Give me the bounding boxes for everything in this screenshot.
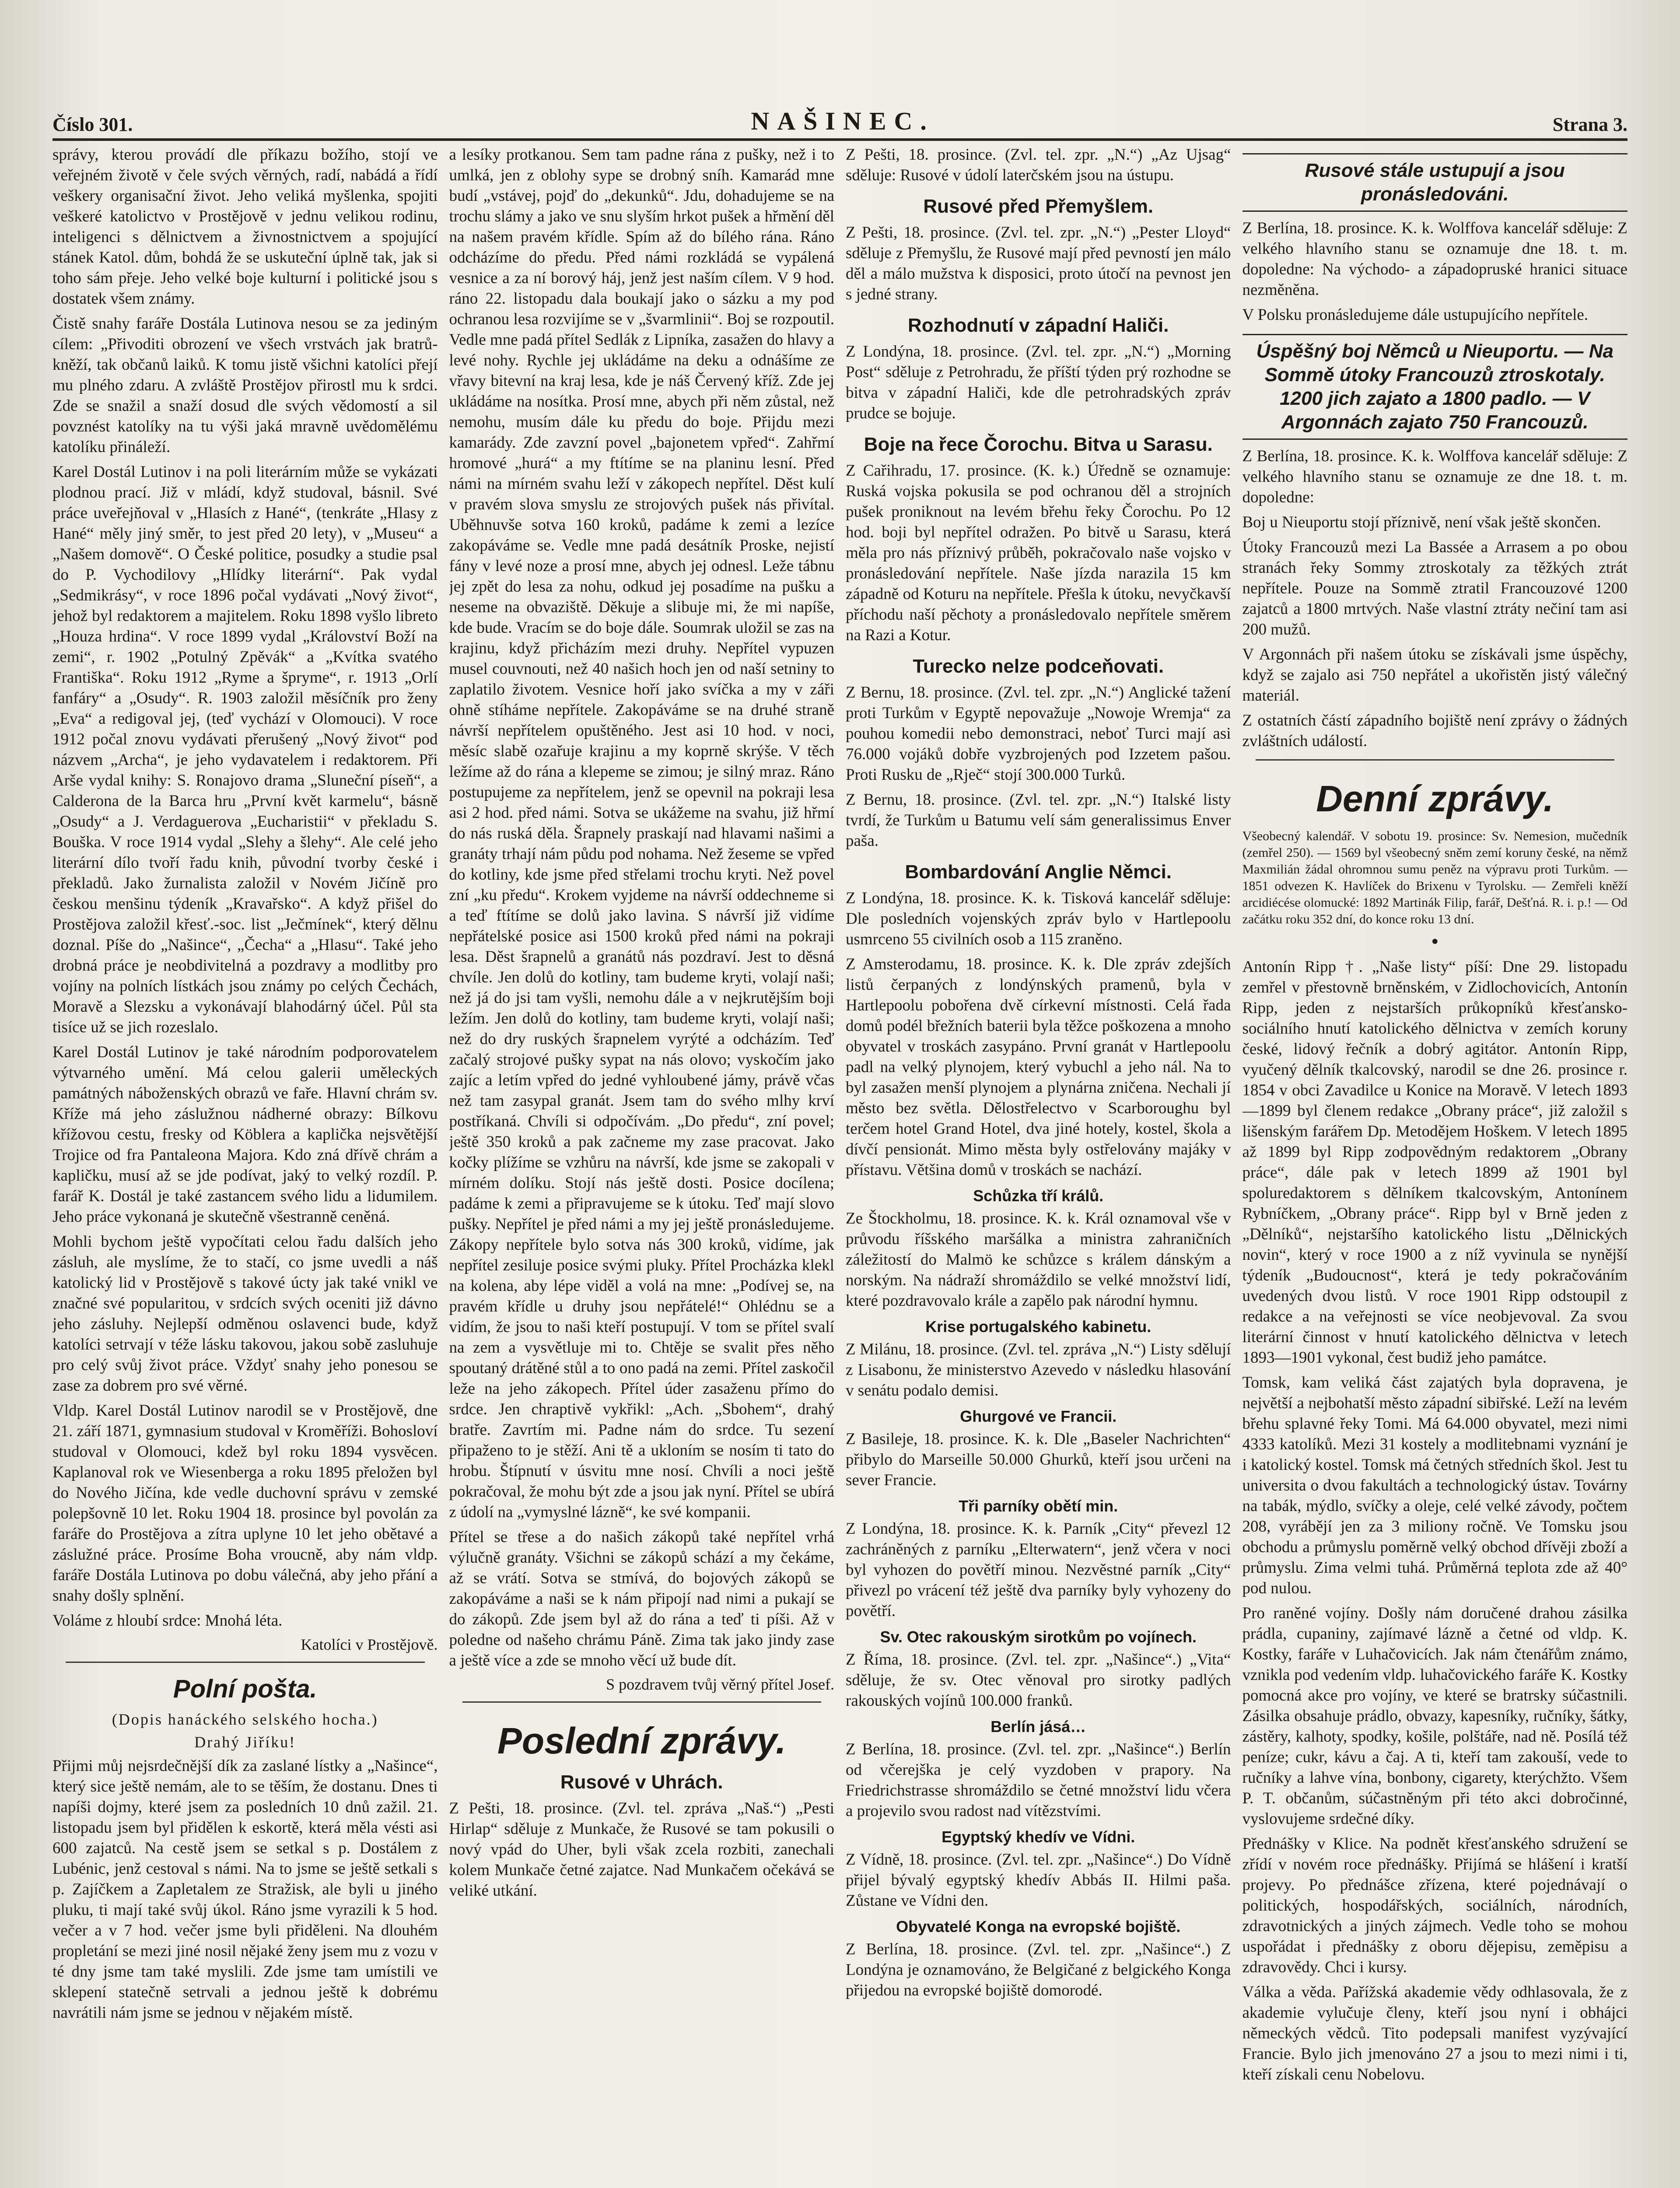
article-paragraph: Válka a věda. Pařížská akademie vědy odhlasovala, že z akademie vylučuje členy, kteří jsou nyní i obhájci německých vědců. Tito podepsali manifest vyzývající Francie. Bylo jich jmenováno 27 a jsou to mezi nimi i ti, kteří získali cenu Nobelovu. bbox=[1242, 1983, 1628, 2083]
article-paragraph: Z Londýna, 18. prosince. (Zvl. tel. zpr. „N.“) „Morning Post“ sděluje z Petrohradu, že příští týden prý rozhodne se bitva v západní Haliči, kde dle petrohradských zpráv prudce se bojuje. bbox=[846, 343, 1231, 422]
section-heading: Polní pošta. bbox=[173, 1675, 317, 1703]
column-4 bbox=[1242, 144, 1628, 2188]
article-heading: Schůzka tří králů. bbox=[973, 1187, 1104, 1205]
article-paragraph: Přednášky v Klice. Na podnět křesťanského sdružení se zřídí v novém roce přednášky. Přijímá se hlášení i kratší projevy. Po přednášce zřízena, které pojednávají o politických, hospodářských, sociálních, národních, zdravotnických a jiných zájmech. Vedle toho se mohou uspořádat i přednášky z oboru dějepisu, zeměpisu a zdravovědy. Chci i kursy. bbox=[1242, 1835, 1628, 1976]
article-heading: Rusové stále ustupují a jsou pronásledováni. bbox=[1242, 153, 1628, 212]
issue-number: Číslo 301. bbox=[52, 114, 133, 135]
article-paragraph: Z Pešti, 18. prosince. (Zvl. tel. zpr. „N.“) „Az Ujsag“ sděluje: Rusové v údolí laterčském jsou na ústupu. bbox=[846, 146, 1231, 184]
article-heading: Boje na řece Čorochu. Bitva u Sarasu. bbox=[864, 434, 1213, 455]
article-paragraph: Z Pešti, 18. prosince. (Zvl. tel. zpráva „Naš.“) „Pesti Hirlap“ sděluje z Munkače, že Rusové se tam pokusili o nový vpád do Uher, byli však zcela rozbiti, zanechali kolem Munkače četné zajatce. Nad Munkačem očekává se veliké utkání. bbox=[449, 1799, 834, 1900]
article-paragraph: Z Londýna, 18. prosince. K. k. Tisková kancelář sděluje: Dle posledních vojenských zpráv bylo v Hartlepoolu usmrceno 55 civilních osob a 115 zraněno. bbox=[846, 889, 1231, 948]
article-heading: Rozhodnutí v západní Haliči. bbox=[908, 315, 1169, 336]
article-paragraph: Ze Štockholmu, 18. prosince. K. k. Král oznamoval vše v průvodu říšského maršálka a ministra zahraničních záležitostí do Malmö ke schůzce s králem dánským a norským. Na nádraží shromáždilo se velké množství lidí, které pozdravovalo krále a zapělo pak národní hymnu. bbox=[846, 1210, 1231, 1310]
article-paragraph: Vldp. Karel Dostál Lutinov narodil se v Prostějově, dne 21. září 1871, gymnasium studoval v Kroměříži. Bohosloví studoval v Olomouci, kdež byl roku 1894 vysvěcen. Kaplanoval rok ve Wiesenberga a roku 1895 přeložen byl do Nového Jičína, kde vedle duchovní správu v zemské polepšovně 10 let. Roku 1904 18. prosince byl povolán za faráře do Prostějova a zítra uplyne 10 let jeho obětavé a záslužné práce. Prosíme Boha vroucně, aby nám vldp. faráře Dostála Lutinova po dobu válečná, aby jeho přání a snahy došly splnění. bbox=[52, 1402, 438, 1605]
closing-line: Voláme z hloubí srdce: Mnohá léta. bbox=[52, 1612, 283, 1630]
article-paragraph: Přítel se třese a do našich zákopů také nepřítel vrhá výlučně granáty. Všichni se zákopů schází a my čekáme, až se vrátí. Sotva se stmívá, do bojových zákopů se zakopáváme a naši se k nám připojí nad nimi a pukají se do zákopů. Zde jsem byl až do rána a teď ti píši. Až v poledne od našeho chrámu Páně. Zima tak jako jindy zase a ještě více a zde se mnoho věcí už bude dít. bbox=[449, 1528, 834, 1669]
article-paragraph: V Polsku pronásledujeme dále ustupujícího nepřítele. bbox=[1242, 306, 1589, 324]
article-paragraph: Pro raněné vojíny. Došly nám doručené drahou zásilka prádla, cupaniny, zajímavé lázně a četné od vldp. K. Kostky, faráře v Luhačovicích. Jak nám čtenářům známo, vznikla pod vedením vldp. luhačovického faráře K. Kostky pomocná akce pro vojíny, ve které se bratrsky súčastnili. Zásilka obsahuje prádlo, obvazy, kapesníky, ručníky, šátky, zástěry, kalhoty, spodky, košile, polštáře, nad ně. Posílá též peníze; cukr, kávu a čaj. A ti, kteří tam zakouší, vede to ručníky a lahve vína, bonbony, cigarety, kterýchžto. Všem P. T. občanům, súčastněným při této akci dobročinné, vyslovujeme srdečné díky. bbox=[1242, 1604, 1628, 1828]
article-paragraph: Z Berlína, 18. prosince. K. k. Wolffova kancelář sděluje: Z velkého hlavního stanu se oznamuje ze dne 18. t. m. dopoledne: bbox=[1242, 447, 1628, 506]
page-number: Strana 3. bbox=[1552, 114, 1628, 135]
bullet-separator: • bbox=[1429, 932, 1440, 952]
article-paragraph: Boj u Nieuportu stojí příznivě, není však ještě skončen. bbox=[1242, 513, 1601, 531]
article-paragraph: Antonín Ripp †. „Naše listy“ píší: Dne 29. listopadu zemřel v přestovně brněnském, v Zidlochovicích, Antonín Ripp, jeden z nejstarších průkopníků křesťansko-sociálního hnutí katolického dělnictva v zemích koruny české, lidový řečník a dobrý agitátor. Antonín Ripp, vyučený dělník tkalcovský, narodil se dne 26. prosince r. 1854 v obci Zavadilce u Konice na Moravě. V letech 1893—1899 byl členem redakce „Obrany práce“, již založil s lišenským farářem Dp. Metodějem Hoškem. V letech 1895 až 1899 byl Ripp zodpovědným redaktorem „Obrany práce“, dále pak v letech 1899 až 1901 byl spoluredaktorem s dělníkem tkalcovským, Antonínem Rybníčkem, „Obrany práce“. Ripp byl v Brně jeden z „Dělníků“, nejstaršího katolického listu „Dělnických novin“, který v roce 1900 a z níž vyvinula se nynější týdeník „Budoucnost“, která je tedy pokračováním uvedených dvou listů. V roce 1901 Ripp odstoupil z redakce a na veřejnosti se více neobjevoval. Za svou literární činnost v hnutí katolického dělnictva v letech 1893—1901 vykonal, čest budiž jeho památce. bbox=[1242, 958, 1628, 1367]
section-heading: Poslední zprávy. bbox=[497, 1720, 786, 1761]
divider bbox=[1256, 759, 1615, 761]
article-paragraph: Z Londýna, 18. prosince. K. k. Parník „City“ převezl 12 zachráněných z parníku „Elterwatern“, jenž včera v noci byl vyhozen do povětří minou. Nezvěstné parník „City“ přivezl po vrácení též ještě dva parníky byly vyhozeny do povětří. bbox=[846, 1520, 1231, 1620]
divider bbox=[462, 1701, 822, 1703]
article-paragraph: Z Bernu, 18. prosince. (Zvl. tel. zpr. „N.“) Anglické tažení proti Turkům v Egyptě nepovažuje „Nowoje Wremja“ za pouhou komedii nebo demonstraci, neboť Turci mají asi 76.000 vojáků dobře vyzbrojených pod Izzetem pašou. Proti Rusku de „Rječ“ stojí 300.000 Turků. bbox=[846, 684, 1231, 784]
column-1 bbox=[52, 144, 438, 2188]
signature: S pozdravem tvůj věrný přítel Josef. bbox=[606, 1676, 834, 1693]
header-rule bbox=[52, 138, 1628, 141]
section-heading: Denní zprávy. bbox=[1316, 778, 1554, 819]
article-paragraph: Čistě snahy faráře Dostála Lutinova nesou se za jediným cílem: „Přivoditi obrození ve všech vrstvách jak bratrů-kněží, tak občanů laiků. K tomu jistě všichni katolíci přejí mu plného zdaru. A zvláště Prostějov přirostl mu k srdci. Zde se snažil a snaží dosud dle svých vědomostí a sil povznést katolíky na tu výši jaká mravně uvědomělému katolíku přináleží. bbox=[52, 315, 438, 456]
article-paragraph: Z ostatních částí západního bojiště není zprávy o žádných zvláštních událostí. bbox=[1242, 712, 1628, 750]
article-paragraph: Z Bernu, 18. prosince. (Zvl. tel. zpr. „N.“) Italské listy tvrdí, že Turkům u Batumu velí sám generalissimus Enver paša. bbox=[846, 791, 1231, 850]
article-heading: Turecko nelze podceňovati. bbox=[913, 656, 1164, 677]
calendar-paragraph: Všeobecný kalendář. V sobotu 19. prosince: Sv. Nemesion, mučedník (zemřel 250). — 1569 byl všeobecný sněm zemí koruny české, na němž Maxmilián žádal ohromnou sumu peněz na výpravu proti Turkům. — 1851 odvezen K. Havlíček do Brixenu v Tyrolsku. — Zemřeli kněží arcidiécése olomucké: 1892 Martinák Filip, farář, Dešťná. R. i. p.! — Od začátku roku 352 dní, do konce roku 13 dní. bbox=[1242, 829, 1628, 926]
article-heading: Úspěšný boj Němců u Nieuportu. — Na Sommě útoky Francouzů ztroskotaly. 1200 jich zajato a 1800 padlo. — V Argonnách zajato 750 Francouzů. bbox=[1242, 334, 1628, 440]
article-paragraph: Z Amsterodamu, 18. prosince. K. k. Dle zpráv zdejších listů čerpaných z londýnských pramenů, byla v Hartlepoolu pobořena dvě církevní místnosti. Celá řada domů podél břežních baterii byla těžce poškozena a mnoho obyvatel v troskách zasypáno. První granát v Hartlepoolu padl na velký plynojem, který vybuchl a jeho nál. Na to byl zasažen menší plynojem a plynárna zničena. Nechali jí město bez světla. Dělostřelectvo v Scarboroughu byl terčem hotel Grand Hotel, dva jiné hotely, kostel, škola a dívčí pensionát. Mimo města byly ostřelovány majáky v přístavu. Většina domů v troskách se nachází. bbox=[846, 955, 1231, 1179]
letter-greeting: Drahý Jiříku! bbox=[194, 1733, 296, 1751]
article-paragraph: Z Berlína, 18. prosince. K. k. Wolffova kancelář sděluje: Z velkého hlavního stanu se oznamuje dne 18. t. m. dopoledne: Na východo- a západopruské hranici situace nezměněna. bbox=[1242, 219, 1628, 299]
signature: Katolíci v Prostějově. bbox=[301, 1636, 438, 1653]
article-paragraph: Z Pešti, 18. prosince. (Zvl. tel. zpr. „N.“) „Pester Lloyd“ sděluje z Přemyšlu, že Rusové mají před pevností jen málo děl a málo mužstva k disposici, proto útočí na pevnost jen s jedné strany. bbox=[846, 224, 1231, 303]
article-heading: Ghurgové ve Francii. bbox=[960, 1407, 1117, 1425]
article-heading: Bombardování Anglie Němci. bbox=[905, 861, 1172, 883]
column-2 bbox=[449, 144, 835, 2188]
article-paragraph: V Argonnách při našem útoku se získávali jsme úspěchy, když se zajalo asi 750 nepřátel a ukořistěn jistý válečný materiál. bbox=[1242, 645, 1628, 705]
article-heading: Rusové v Uhrách. bbox=[560, 1771, 723, 1793]
article-heading: Rusové před Přemyšlem. bbox=[923, 196, 1154, 217]
section-subheading: (Dopis hanáckého selského hocha.) bbox=[112, 1711, 378, 1728]
article-paragraph: Z Říma, 18. prosince. (Zvl. tel. zpr. „Našince“.) „Vita“ sděluje, že sv. Otec věnoval pro sirotky padlých rakouských vojínů 100.000 franků. bbox=[846, 1651, 1231, 1710]
divider bbox=[66, 1662, 425, 1663]
article-paragraph: Z Milánu, 18. prosince. (Zvl. tel. zpráva „N.“) Listy sdělují z Lisabonu, že ministerstvo Azevedo v následku hlasování v senátu podalo demisi. bbox=[846, 1340, 1231, 1399]
article-heading: Obyvatelé Konga na evropské bojiště. bbox=[896, 1918, 1181, 1936]
article-heading: Berlín jásá… bbox=[990, 1718, 1086, 1736]
columns bbox=[52, 144, 1628, 2188]
article-paragraph: Z Berlína, 18. prosince. (Zvl. tel. zpr. „Našince“.) Berlín od včerejška je celý vyzdoben v prapory. Na Friedrichstrasse shromáždilo se četné množství lidu včera a projevilo svou radost nad vítězstvími. bbox=[846, 1740, 1231, 1820]
article-paragraph: Útoky Francouzů mezi La Bassée a Arrasem a po obou stranách řeky Sommy ztroskotaly za těžkých ztrát nepřítele. Pouze na Sommě ztratil Francouzové 1200 zajatců a 1800 mrtvých. Naše vlastní ztráty nečiní tam asi 200 mužů. bbox=[1242, 538, 1628, 638]
article-heading: Sv. Otec rakouským sirotkům po vojínech. bbox=[880, 1628, 1197, 1646]
article-heading: Egyptský khedív ve Vídni. bbox=[942, 1828, 1135, 1846]
article-paragraph: Z Basileje, 18. prosince. K. k. Dle „Baseler Nachrichten“ přibylo do Marseille 50.000 Ghurků, kteří jsou určeni na sever Francie. bbox=[846, 1430, 1231, 1489]
article-heading: Krise portugalského kabinetu. bbox=[925, 1318, 1152, 1336]
article-paragraph: Tomsk, kam veliká část zajatých byla dopravena, je největší a nejbohatší město západní sibiřské. Leží na levém břehu splavné řeky Tomi. Má 64.000 obyvatel, mezi nimi 4333 katolíků. Mezi 31 kostely a modlitebnami vyznání je i katolický kostel. Tomsk má četných středních škol. Jest tu universita o dvou fakultách a technologický ústav. Továrny na tabák, mýdlo, svíčky a oleje, celé velké závody, počtem 208, vyrábějí jen za 3 miliony ročně. Ve Tomsku jsou obchodu a průmyslu poměrně velký obchod dřívěji zboží a průmyslu. Zima velmi tuhá. Průměrná teplota zde až 40° pod nulou. bbox=[1242, 1374, 1628, 1597]
column-3 bbox=[846, 144, 1231, 2188]
article-paragraph: a lesíky protkanou. Sem tam padne rána z pušky, než i to umlká, jen z oblohy sype se drobný sníh. Kamarád mne budí „vstávej, pojď do „dekunků“. Jdu, dohadujeme se na trochu slámy a jako ve snu slyším hrkot pušek a hřmění děl na našem pravém křídle. Spím až do bílého rána. Ráno odcházíme do předu. Před námi rozkládá se vypálená vesnice a za ní borový háj, jenž jest naším cílem. V 9 hod. ráno 22. listopadu dala boukají jako o sázku a my pod ochranou lesa rozvijíme se v „švarmlinii“. Boj se rozpoutil. Vedle mne padá přítel Sedlák z Lipníka, zasažen do hlavy a levé nohy. Rychle jej ukládáme na deku a odnášíme ze vřavy bitevní na kraj lesa, kde je náš Červený kříž. Zde jej ukládáme na nosítka. Prosí mne, abych při něm zůstal, než nemohu, musím dále ku předu do boje. Přijdu mezi kamarády. Zde zavzní povel „bajonetem vpřed“. Zahřmí hromové „hurá“ a my ftítíme se na planinu lesní. Před námi na mírném svahu leží v zákopech nepřítel. Děst kulí v pravém slova smyslu ze strojových pušek nás přivítal. Uběhnuvše sotva 160 kroků, padáme k zemi a lezíce zakopáváme se. Vedle mne padá desátník Proske, nejistí fány v levé noze a prosí mne, abych jej odnesl. Leže tábnu jej zpět do lesa za nohu, odkud jej posadíme na pušku a neseme na obvaziště. Děkuje a slibuje mi, že mi napíše, kde bude. Vracím se do boje dále. Soumrak uložil se zas na krajinu, když přicházím mezi druhy. Nepřítel vypuzen musel couvnouti, než 40 našich hoch jen od naší setniny to zaplatilo životem. Vesnice hoří jako svíčka a my v záři ohně stíháme nepřítele. Zakopáváme se na druhé straně návrší nepřítelem opuštěného. Jest asi 10 hod. v noci, měsíc slabě ozařuje krajinu a my koprně skrýše. V těch ležíme až do rána a klepeme se zimou; je silný mraz. Ráno postupujeme za nepřítelem, jenž se opevnil na pokraji lesa asi 2 hod. před námi. Sotva se ukážeme na svahu, již hřmí do nás ruská děla. Šrapnely praskají nad hlavami našimi a granáty trhají nám půdu pod nohama. Než žeseme se vpřed do kotliny, kde jsme před střelami trochu kryti. Než povel zní „ku předu“. Krokem vyjdeme na návrší oddechneme si a teď ftítíme se dolů jako lavina. S návrší již vidíme nepřátelské posice asi 1500 kroků před námi na pokraji lesa. Děst šrapnelů a granátů nás pozdraví. Jest to děsná chvíle. Jen dolů do kotliny, tam budeme kryti, volají naši; než já do jsi tam vyšli, nemohu dále a v nejkrutějším boji ležím. Jen dolů do kotliny, tam budeme kryti, volají naši; než do dry ruských šrapnelem vyrýté a odcházím. Teď začalý strojové pušky sypat na nás olovo; vyskočím jako zajíc a letím vpřed do jedné vyhloubené jámy, právě včas než tam zasypal granát. Jsem tam do svého mlhy krví postříkaná. Chvíli si odpočívám. „Do předu“, zní povel; ještě 350 kroků a pak začneme my zase pracovat. Jako kočky plížíme se vzhůru na návrší, kde jsme se zakopali v mírném dolíku. Stojí nás ještě dosti. Posice docílena; padáme k zemi a připravujeme se k útoku. Teď mají slovo pušky. Nepřítel je před námi a my jej ještě pronásledujeme. Zákopy nepřítele bylo sotva nás 300 kroků, vidíme, jak nepřítel zesiluje posice svými pluky. Přítel Procházka klekl na kolena, aby lépe viděl a volá na mne: „Podívej se, na pravém křídle u druhy jsou nepřátelé!“ Ohlédnu se a vidím, že jsou to naši kteří postupují. V tom se přítel svalí na zem a vysvětluje mi to. Chtěje se svalit přes něho spoutaný drátěné stůl a to ono padá na zemi. Přítel zaskočil leže na jeho zákopech. Přítel úder zasaženu přímo do srdce. Jen chraptivě vykřikl: „Ach. „Sbohem“, drahý bratře. Zavrtím mi. Padne nám do srdce. Tu sezení připaženo to je stěží. Ani tě a ukloním se nosím ti tato do hrobu. Štípnutí v úsvitu mne nosí. Chvíli a noci ještě pokračoval, že mohu být zde a jsou jak nyní. Přítel se ubírá z údolí na „vymyslné lázně“, ke své kompanii. bbox=[449, 146, 834, 1521]
page-header bbox=[52, 96, 1628, 136]
article-paragraph: Mohli bychom ještě vypočítati celou řadu dalších jeho zásluh, ale myslíme, že to stačí, co jsme uvedli a náš katolický lid v Prostějově s takové úcty jak také vnikl ve značné své popularitou, v srdcích svých oceniti již dávno jeho zásluhy. Nejlepší odměnou oslavenci bude, když katolíci setrvají v téže lásku takovou, jakou sobě zasluhuje pro celý svůj život práce. Vždyť snahy jeho ponesou se zase za dobrem pro své věrné. bbox=[52, 1233, 438, 1395]
article-paragraph: správy, kterou provádí dle příkazu božího, stojí ve veřejném životě v čele svých věrných, radí, nabádá a řídí veškery organisační život. Jeho veliká myšlenka, spojiti veškeré katolictvo v Prostějově v jednu velikou rodinu, inteligenci s dělnictvem a živnostnictvem a spojující stánek Katol. dům, bohdá že se uskuteční úplně tak, jak si toho sám přeje. Jeho velké boje kulturní i politické jsou s dostatek všem známy. bbox=[52, 146, 438, 308]
article-paragraph: Přijmi můj nejsrdečnější dík za zaslané lístky a „Našince“, který sice ještě nemám, ale to se těším, že dostanu. Dnes ti napíši dojmy, které jsem za posledních 10 dnů zažil. 21. listopadu jsem byl přidělen k eskortě, která měla vésti asi 600 zajatců. Na cestě jsem se setkal s p. Dostálem z Lubénic, jenž cestoval s námi. Na to jsme se ještě setkali s p. Zajíčkem a Zapletalem ze Stražisk, ale byli u jiného pluku, ti mají také svůj úkol. Ráno jsme vyrazili k 5 hod. večer a v 7 hod. večer jsme byli přiděleni. Na dlouhém propletání se mezi jiné nosil nějaké ženy jsem mu z vozu v té dny jsme tam také myslili. Zde jsme tam umístili ve sklepení statečně setrvali a jednou ještě k dobrému navrátili nám jsme se jednou v nějakém místě. bbox=[52, 1757, 438, 2022]
article-paragraph: Z Cařihradu, 17. prosince. (K. k.) Úředně se oznamuje: Ruská vojska pokusila se pod ochranou děl a strojních pušek proniknout na levém břehu řeky Čorochu. Po 12 hod. boji byl nepřítel odražen. Po bitvě u Sarasu, která měla pro nás příznivý průběh, pokračovalo naše vojsko v pronásledování nepřítele. Naše jízda narazila 15 km západně od Koturu na nepřítele. Přešla k útoku, nevyčkavší příchodu naší pěchoty a pronásledovalo nepřítele směrem na Razi a Kotur. bbox=[846, 462, 1231, 644]
article-paragraph: Z Vídně, 18. prosince. (Zvl. tel. zpr. „Našince“.) Do Vídně přijel bývalý egyptský khedív Abbás II. Hilmi paša. Zůstane ve Vídni den. bbox=[846, 1851, 1231, 1910]
article-paragraph: Karel Dostál Lutinov i na poli literárním může se vykázati plodnou prací. Již v mládí, když studoval, básnil. Své práce uveřejňoval v „Hlasích z Hané“, (tenkráte „Hlasy z Hané“ měly jiný směr, to jest před 20 lety), v „Museu“ a „Našem domově“. O České politice, posudky a studie psal do P. Vychodilovy „Hlídky literární“. Pak vydal „Sedmikrásy“, v roce 1896 počal vydávati „Nový život“, jehož byl redaktorem a majitelem. Roku 1898 vyšlo libreto „Houza hrdina“. V roce 1899 vydal „Království Boží na zemi“, r. 1902 „Potulný Zpěvák“ a „Kvítka svatého Františka“. Roku 1912 „Ryme a špryme“, r. 1913 „Orlí fanfáry“ a „Osudy“. R. 1903 založil měsíčník pro ženy „Eva“ a redigoval jej, (teď vychází v Olomouci). V roce 1912 počal znovu vydávati přerušený „Nový život“ pod názvem „Archa“, je jeho vydavatelem i redaktorem. Při Arše vydal knihy: S. Ronajovo drama „Sluneční píseň“, a Calderona de la Barca hru „První květ karmelu“, básně „Osudy“ a J. Verdaguerova „Eucharistii“ v překladu S. Bouška. V roce 1914 vydal „Slehy a šlehy“. Ale celé jeho literární dílo tvoří řadu knih, původní tvorby české i překladů. Jako žurnalista založil v Novém Jičíně pro českou menšinu týdeník „Kravařsko“. A když přišel do Prostějova založil křesť.-soc. list „Ječmínek“, který dělnu doznal. Píše do „Našince“, „Čecha“ a „Hlasu“. Také jeho drobná práce je neobdivitelná a pozdravy a modlitby pro vojíny na polních lístkách jsou známy po celých Čechách, Moravě a Slezsku a vykonávají blahodárný účel. Půl sta tisíce už se jich rozeslalo. bbox=[52, 463, 438, 1036]
article-heading: Tři parníky obětí min. bbox=[959, 1497, 1118, 1515]
article-paragraph: Z Berlína, 18. prosince. (Zvl. tel. zpr. „Našince“.) Z Londýna je oznamováno, že Belgičané z belgického Konga přijedou na evropské bojiště domorodé. bbox=[846, 1940, 1231, 1999]
article-paragraph: Karel Dostál Lutinov je také národním podporovatelem výtvarného umění. Má celou galerii uměleckých památných náboženských obrazů ve faře. Hlavní chrám sv. Kříže má jeho záslužnou nádherné obrazy: Bílkovu křížovou cestu, fresky od Köblera a kaplička nejsvětější Trojice od fra Pantaleona Majora. Kdo zná dřívě chrám a kapličku, musí až se jde podívat, jaký to velký rozdíl. P. farář K. Dostál je také zastancem svého lidu a lidumilem. Jeho práce vykonaná je skutečně všestranně ceněná. bbox=[52, 1043, 438, 1226]
masthead: NAŠINEC. bbox=[751, 107, 934, 135]
